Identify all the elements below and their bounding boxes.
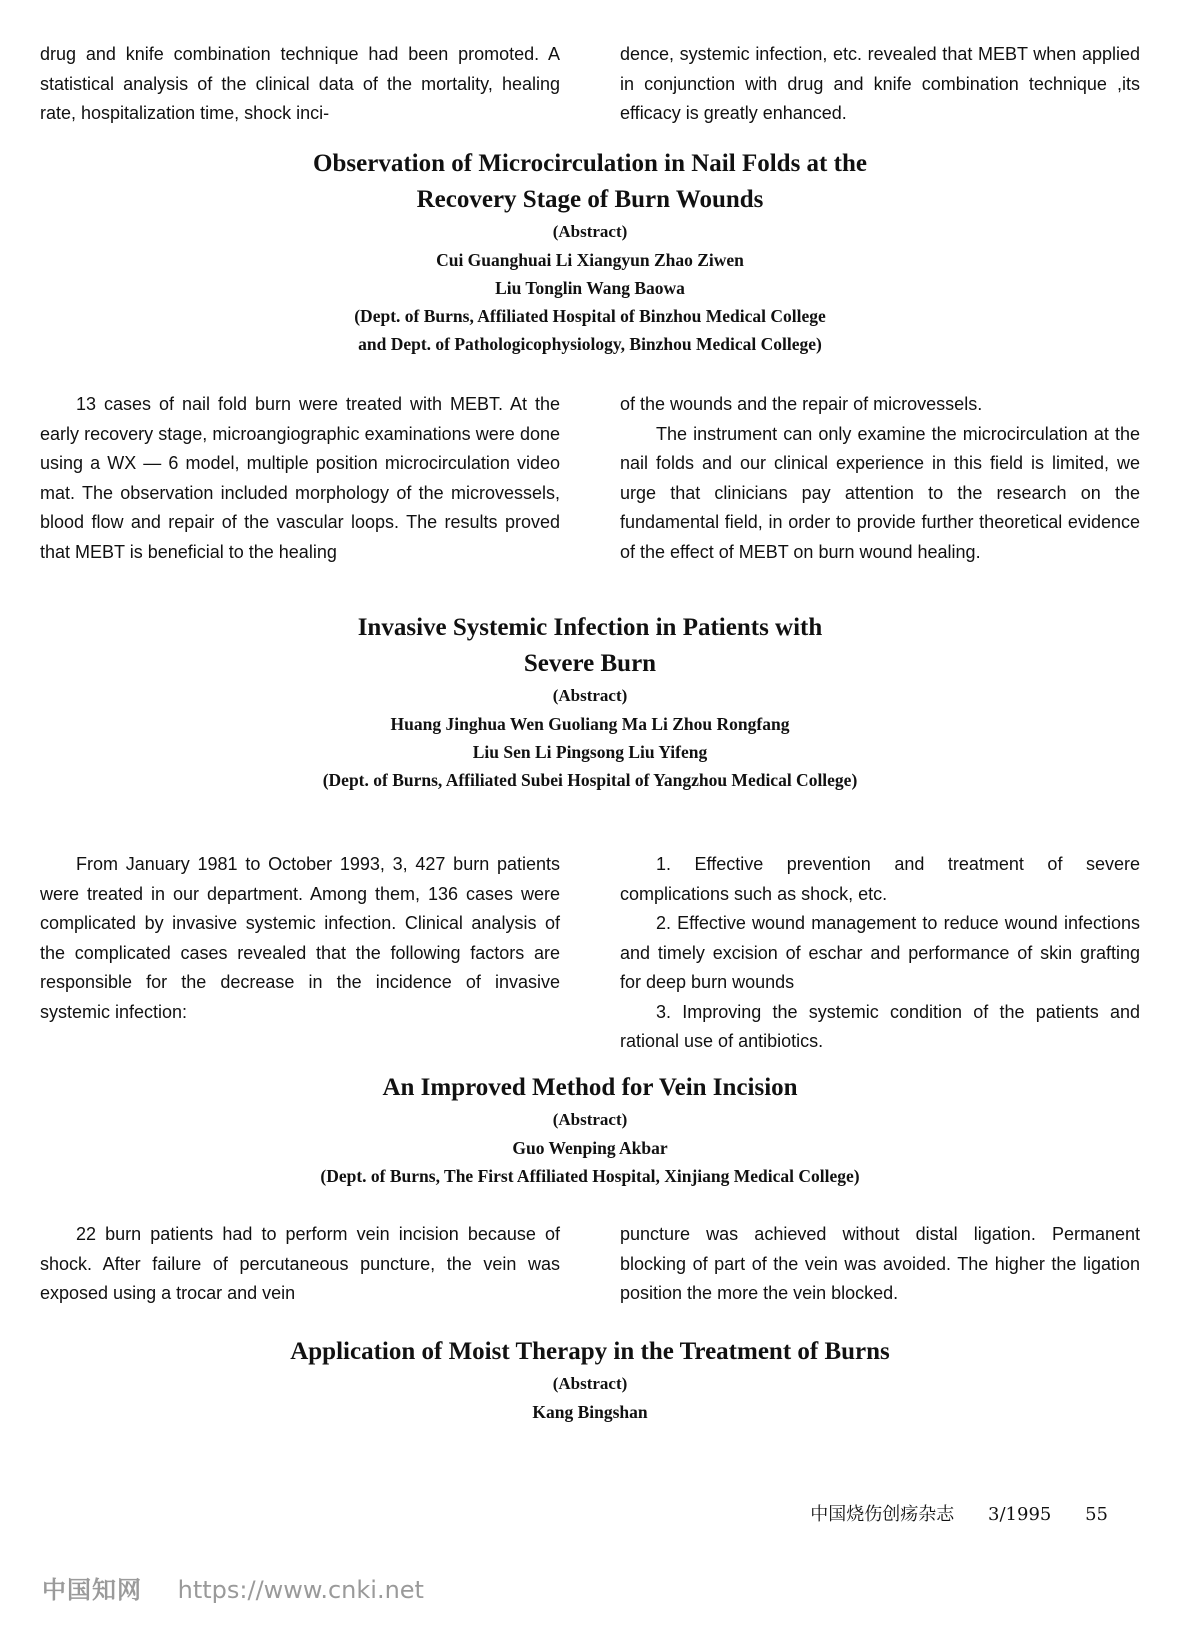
abstract-label: (Abstract) xyxy=(552,686,628,705)
watermark-url: https://www.cnki.net xyxy=(177,1576,424,1604)
affiliation-line: (Dept. of Burns, The First Affiliated Hospital, Xinjiang Medical College) xyxy=(320,1166,860,1186)
article-title-line: Severe Burn xyxy=(523,650,657,677)
body-paragraph: From January 1981 to October 1993, 3, 427 burn patients were treated in our department. Among them, 136 cases were complicated by invasive systemic infection. Clinical analysis of the complicated cases revealed that the following factors are responsible for the decrease in the incidence of invasive systemic infection: xyxy=(40,854,560,1022)
watermark-brand: 中国知网 xyxy=(42,1576,142,1604)
list-item: 3. Improving the systemic condition of the patients and rational use of antibiotics. xyxy=(620,1001,1140,1051)
cnki-watermark xyxy=(42,1570,424,1605)
body-paragraph: 13 cases of nail fold burn were treated with MEBT. At the early recovery stage, microangiographic examinations were done using a WX — 6 model, multiple position microcirculation video mat. The observation included morphology of the microvessels, blood flow and repair of the vascular loops. The results proved that MEBT is beneficial to the healing xyxy=(40,394,560,562)
body-paragraph: of the wounds and the repair of microvessels. xyxy=(620,394,983,414)
article-3-left-column xyxy=(40,1220,560,1309)
article-2-right-column xyxy=(620,850,1140,1057)
body-paragraph: The instrument can only examine the microcirculation at the nail folds and our clinical experience in this field is limited, we urge that clinicians pay attention to the research on the fundamental field, in order to provide further theoretical evidence of the effect of MEBT on burn wound healing. xyxy=(620,423,1140,562)
author-line: Cui Guanghuai Li Xiangyun Zhao Ziwen xyxy=(436,250,744,270)
page-number: 55 xyxy=(1085,1504,1108,1525)
body-paragraph: 22 burn patients had to perform vein incision because of shock. After failure of percutaneous puncture, the vein was exposed using a trocar and vein xyxy=(40,1224,560,1303)
article-2-left-column xyxy=(40,850,560,1057)
affiliation-line: and Dept. of Pathologicophysiology, Binzhou Medical College) xyxy=(358,334,822,354)
body-paragraph: puncture was achieved without distal ligation. Permanent blocking of part of the vein was avoided. The higher the ligation position the more the vein blocked. xyxy=(620,1224,1140,1303)
article-title-line: Observation of Microcirculation in Nail Folds at the xyxy=(313,150,867,177)
article-1-header xyxy=(0,146,1180,358)
article-1-body xyxy=(40,390,1140,567)
article-title-line: Recovery Stage of Burn Wounds xyxy=(416,186,764,213)
list-item: 2. Effective wound management to reduce wound infections and timely excision of eschar and performance of skin grafting for deep burn wounds xyxy=(620,913,1140,992)
article-1-right-column xyxy=(620,390,1140,567)
abstract-label: (Abstract) xyxy=(552,222,628,241)
page-footer xyxy=(810,1500,1108,1526)
abstract-label: (Abstract) xyxy=(552,1110,628,1129)
carryover-left-paragraph: drug and knife combination technique had been promoted. A statistical analysis of the clinical data of the mortality, healing rate, hospitalization time, shock inci- xyxy=(40,44,560,123)
abstract-label: (Abstract) xyxy=(552,1374,628,1393)
article-3-right-column xyxy=(620,1220,1140,1309)
article-1-left-column xyxy=(40,390,560,567)
carryover-left-column xyxy=(40,40,560,129)
article-title-line: An Improved Method for Vein Incision xyxy=(382,1074,798,1101)
author-line: Liu Sen Li Pingsong Liu Yifeng xyxy=(472,742,708,762)
journal-name: 中国烧伤创疡杂志 xyxy=(810,1504,955,1525)
article-4-header xyxy=(0,1334,1180,1426)
author-line: Huang Jinghua Wen Guoliang Ma Li Zhou Rongfang xyxy=(390,714,790,734)
article-2-body xyxy=(40,850,1140,1057)
article-3-body xyxy=(40,1220,1140,1309)
affiliation-line: (Dept. of Burns, Affiliated Hospital of Binzhou Medical College xyxy=(354,306,826,326)
carryover-right-paragraph: dence, systemic infection, etc. revealed that MEBT when applied in conjunction with drug and knife combination technique ,its efficacy is greatly enhanced. xyxy=(620,44,1140,123)
carryover-text xyxy=(40,40,1140,129)
issue-number: 3/1995 xyxy=(988,1504,1052,1525)
author-line: Liu Tonglin Wang Baowa xyxy=(495,278,685,298)
article-title-line: Application of Moist Therapy in the Treatment of Burns xyxy=(290,1338,890,1365)
article-3-header xyxy=(0,1070,1180,1190)
article-2-header xyxy=(0,610,1180,794)
carryover-right-column xyxy=(620,40,1140,129)
list-item: 1. Effective prevention and treatment of severe complications such as shock, etc. xyxy=(620,854,1140,904)
author-line: Guo Wenping Akbar xyxy=(512,1138,668,1158)
author-line: Kang Bingshan xyxy=(532,1402,648,1422)
article-title-line: Invasive Systemic Infection in Patients with xyxy=(357,614,823,641)
affiliation-line: (Dept. of Burns, Affiliated Subei Hospital of Yangzhou Medical College) xyxy=(322,770,858,790)
